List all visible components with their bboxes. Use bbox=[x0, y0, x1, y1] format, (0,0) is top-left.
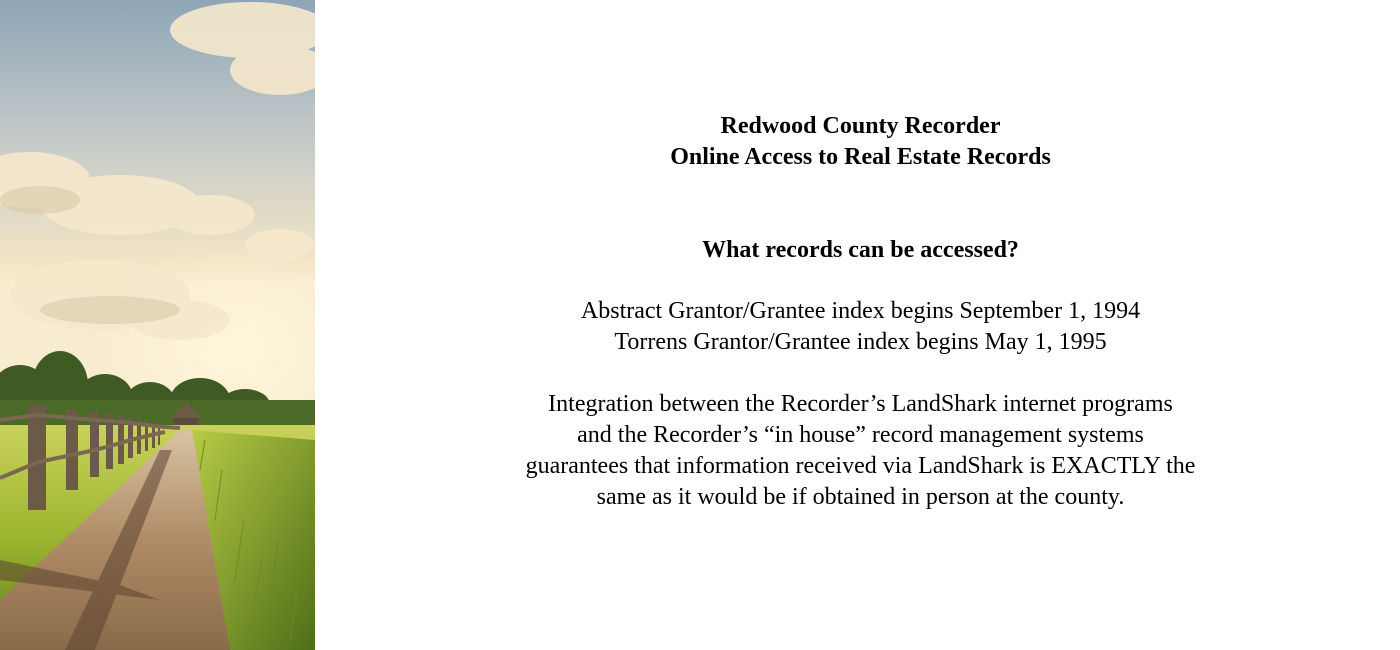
integration-line: guarantees that information received via LandShark is EXACTLY the bbox=[525, 453, 1196, 479]
page-heading bbox=[315, 111, 1400, 173]
records-question: What records can be accessed? bbox=[702, 237, 1019, 263]
integration-line: and the Recorder’s “in house” record management systems bbox=[577, 422, 1144, 448]
integration-paragraph bbox=[315, 389, 1400, 513]
boardwalk-landscape-image bbox=[0, 0, 315, 650]
heading-title: Redwood County Recorder bbox=[720, 113, 1001, 139]
landscape-photo bbox=[0, 0, 315, 650]
index-list bbox=[315, 296, 1400, 358]
torrens-index-line: Torrens Grantor/Grantee index begins May 1, 1995 bbox=[614, 329, 1107, 355]
heading-subtitle: Online Access to Real Estate Records bbox=[670, 144, 1051, 170]
content-panel bbox=[315, 0, 1400, 650]
abstract-index-line: Abstract Grantor/Grantee index begins September 1, 1994 bbox=[580, 298, 1141, 324]
integration-line: same as it would be if obtained in person at the county. bbox=[596, 484, 1125, 510]
integration-line: Integration between the Recorder’s LandShark internet programs bbox=[548, 391, 1173, 417]
